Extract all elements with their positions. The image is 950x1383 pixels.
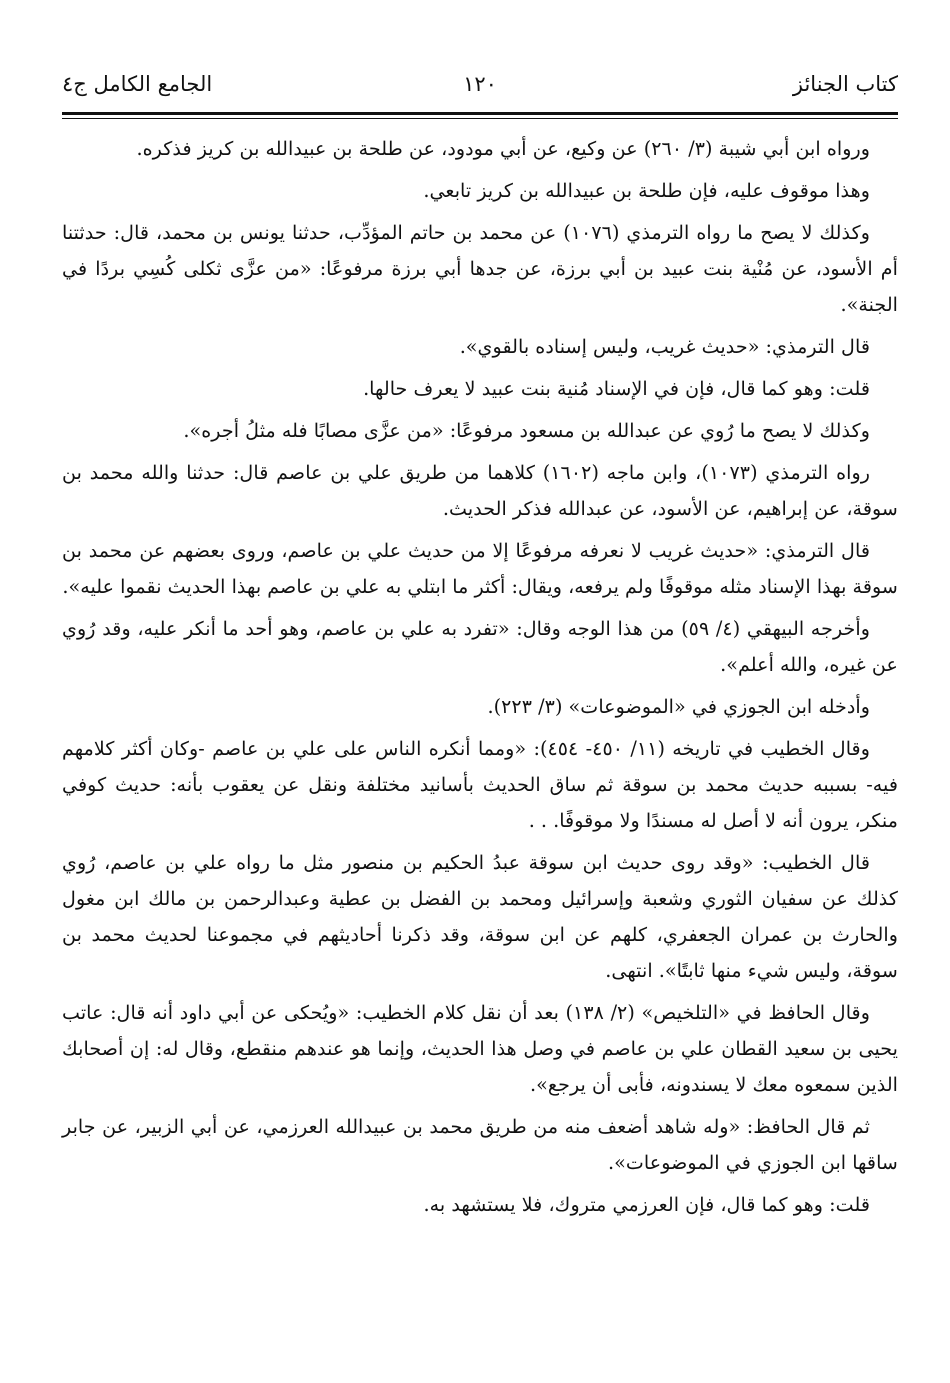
paragraph: قلت: وهو كما قال، فإن في الإسناد مُنية بنت عبيد لا يعرف حالها. [363,377,870,400]
volume-title: الجامع الكامل ج٤ [62,72,213,96]
paragraph: قال الخطيب: «وقد روى حديث ابن سوقة عبدُ الحكيم بن منصور مثل ما رواه علي بن عاصم، رُوي كذلك عن سفيان الثوري وشعبة وإسرائيل ومحمد بن الفضل بن عطية وعبدالرحمن بن مالك ابن مغول والحارث بن عمران الجعفري، كلهم عن ابن سوقة، وقد ذكرنا أحاديثهم في مجموعنا لحديث محمد بن سوقة، وليس شيء منها ثابتًا». انتهى. [62,851,898,982]
body-text [62,131,898,1223]
paragraph: قال الترمذي: «حديث غريب، وليس إسناده بالقوي». [459,335,870,358]
paragraph: وكذلك لا يصح ما رُوي عن عبدالله بن مسعود مرفوعًا: «من عزَّى مصابًا فله مثلُ أجره». [183,419,870,442]
header-rule-thick [62,112,898,115]
paragraph: ثم قال الحافظ: «وله شاهد أضعف منه من طريق محمد بن عبيدالله العرزمي، عن أبي الزبير، عن جابر ساقها ابن الجوزي في الموضوعات». [62,1115,898,1174]
document-page [62,62,898,1362]
paragraph: ورواه ابن أبي شيبة (٣/ ٢٦٠) عن وكيع، عن أبي مودود، عن طلحة بن عبيدالله بن كريز فذكره. [136,137,870,160]
paragraph: وأخرجه البيهقي (٤/ ٥٩) من هذا الوجه وقال: «تفرد به علي بن عاصم، وهو أحد ما أنكر عليه، وقد رُوي عن غيره، والله أعلم». [62,617,898,676]
paragraph: قال الترمذي: «حديث غريب لا نعرفه مرفوعًا إلا من حديث علي بن عاصم، وروى بعضهم عن محمد بن سوقة بهذا الإسناد مثله موقوفًا ولم يرفعه، ويقال: أكثر ما ابتلي به علي بن عاصم بهذا الحديث نقموا عليه». [62,539,898,598]
book-section-title: كتاب الجنائز [792,72,898,96]
header-rule-thin [62,118,898,119]
paragraph: وأدخله ابن الجوزي في «الموضوعات» (٣/ ٢٢٣). [487,695,870,718]
paragraph: وقال الحافظ في «التلخيص» (٢/ ١٣٨) بعد أن نقل كلام الخطيب: «ويُحكى عن أبي داود أنه قال: عاتب يحيى بن سعيد القطان علي بن عاصم في وصل هذا الحديث، وإنما هو عندهم منقطع، وقال له: إن أصحابك الذين سمعوه معك لا يسندونه، فأبى أن يرجع». [62,1001,898,1096]
paragraph: رواه الترمذي (١٠٧٣)، وابن ماجه (١٦٠٢) كلاهما من طريق علي بن عاصم قال: حدثنا والله محمد بن سوقة، عن إبراهيم، عن الأسود، عن عبدالله فذكر الحديث. [62,461,898,520]
paragraph: وقال الخطيب في تاريخه (١١/ ٤٥٠- ٤٥٤): «ومما أنكره الناس على علي بن عاصم -وكان أكثر كلامهم فيه- بسببه حديث محمد بن سوقة ثم ساق الحديث بأسانيد مختلفة ونقل عن يعقوب بأنه: حديث كوفي منكر، يرون أنه لا أصل له مسندًا ولا موقوفًا. . . [62,737,898,832]
paragraph: وهذا موقوف عليه، فإن طلحة بن عبيدالله بن كريز تابعي. [423,179,870,202]
running-header [62,62,898,108]
page-number: ١٢٠ [463,72,497,96]
paragraph: قلت: وهو كما قال، فإن العرزمي متروك، فلا يستشهد به. [423,1193,870,1216]
paragraph: وكذلك لا يصح ما رواه الترمذي (١٠٧٦) عن محمد بن حاتم المؤدِّب، حدثنا يونس بن محمد، قال: حدثتنا أم الأسود، عن مُنْية بنت عبيد بن أبي برزة، عن جدها أبي برزة مرفوعًا: «من عزَّى ثكلى كُسِي بردًا في الجنة». [62,221,898,316]
